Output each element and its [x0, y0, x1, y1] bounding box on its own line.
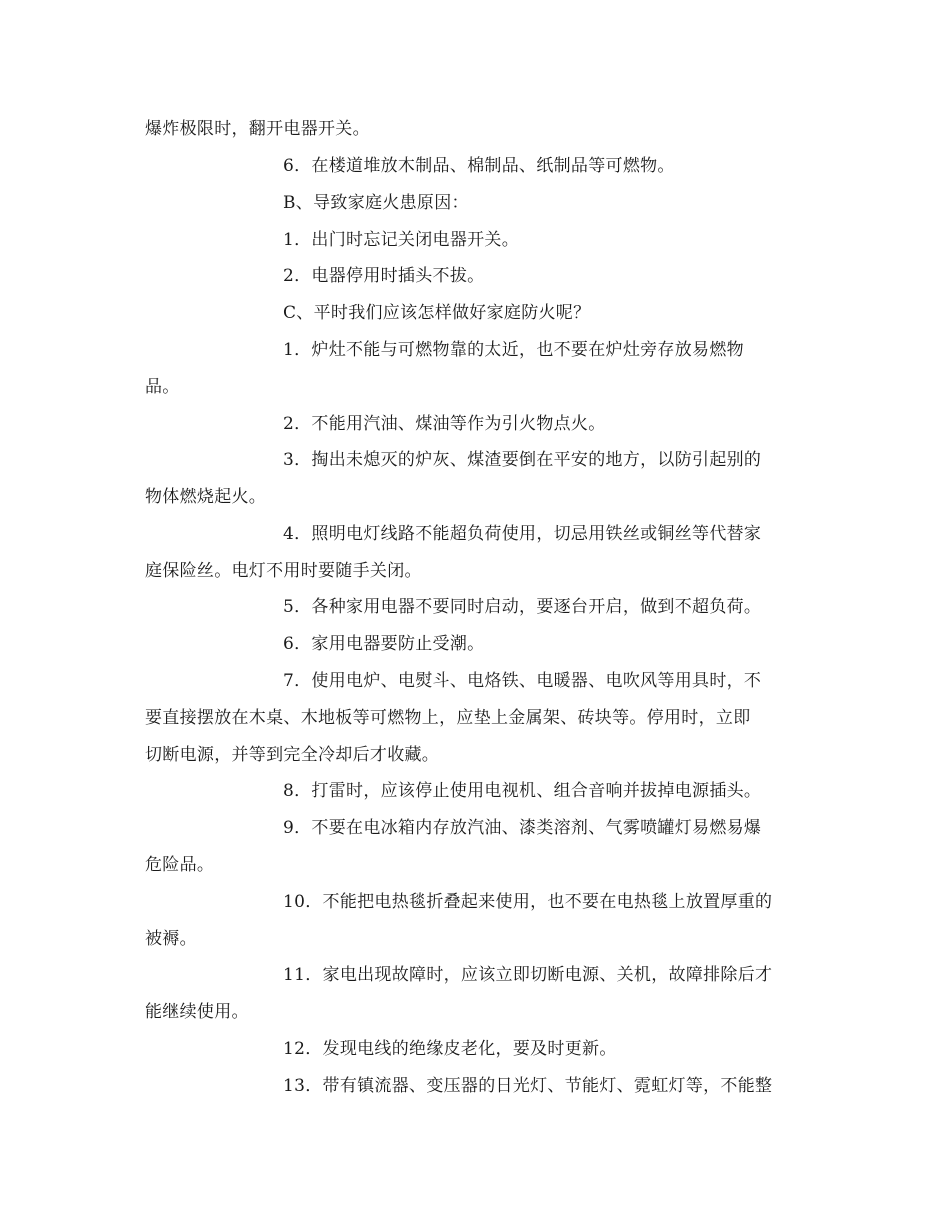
list-item: 6．在楼道堆放木制品、棉制品、纸制品等可燃物。 [283, 156, 675, 176]
section-heading: C、平时我们应该怎样做好家庭防火呢？ [283, 303, 591, 323]
list-item: 11．家电出现故障时，应该立即切断电源、关机，故障排除后才 [283, 965, 773, 985]
list-item: 3．掏出未熄灭的炉灰、煤渣要倒在平安的地方，以防引起别的 [283, 450, 762, 470]
text-line: 被褥。 [145, 929, 197, 949]
list-item: 12．发现电线的绝缘皮老化，要及时更新。 [283, 1039, 617, 1059]
text-line: 要直接摆放在木桌、木地板等可燃物上，应垫上金属架、砖块等。停用时，立即 [145, 708, 751, 728]
list-item: 2．不能用汽油、煤油等作为引火物点火。 [283, 414, 606, 434]
list-item: 10．不能把电热毯折叠起来使用，也不要在电热毯上放置厚重的 [283, 892, 773, 912]
list-item: 9．不要在电冰箱内存放汽油、漆类溶剂、气雾喷罐灯易燃易爆 [283, 818, 762, 838]
text-line: 品。 [145, 377, 180, 397]
text-line: 爆炸极限时，翻开电器开关。 [145, 119, 370, 139]
list-item: 1．出门时忘记关闭电器开关。 [283, 230, 520, 250]
list-item: 8．打雷时，应该停止使用电视机、组合音响并拔掉电源插头。 [283, 781, 762, 801]
list-item: 13．带有镇流器、变压器的日光灯、节能灯、霓虹灯等，不能整 [283, 1076, 773, 1096]
text-line: 切断电源，并等到完全冷却后才收藏。 [145, 745, 440, 765]
list-item: 2．电器停用时插头不拔。 [283, 266, 485, 286]
list-item: 5．各种家用电器不要同时启动，要逐台开启，做到不超负荷。 [283, 597, 762, 617]
list-item: 6．家用电器要防止受潮。 [283, 634, 485, 654]
list-item: 4．照明电灯线路不能超负荷使用，切忌用铁丝或铜丝等代替家 [283, 524, 762, 544]
list-item: 1．炉灶不能与可燃物靠的太近，也不要在炉灶旁存放易燃物 [283, 340, 744, 360]
section-heading: B、导致家庭火患原因： [283, 193, 469, 213]
text-line: 物体燃烧起火。 [145, 487, 267, 507]
list-item: 7．使用电炉、电熨斗、电烙铁、电暖器、电吹风等用具时，不 [283, 671, 762, 691]
text-line: 能继续使用。 [145, 1002, 249, 1022]
text-line: 危险品。 [145, 855, 215, 875]
text-line: 庭保险丝。电灯不用时要随手关闭。 [145, 561, 422, 581]
